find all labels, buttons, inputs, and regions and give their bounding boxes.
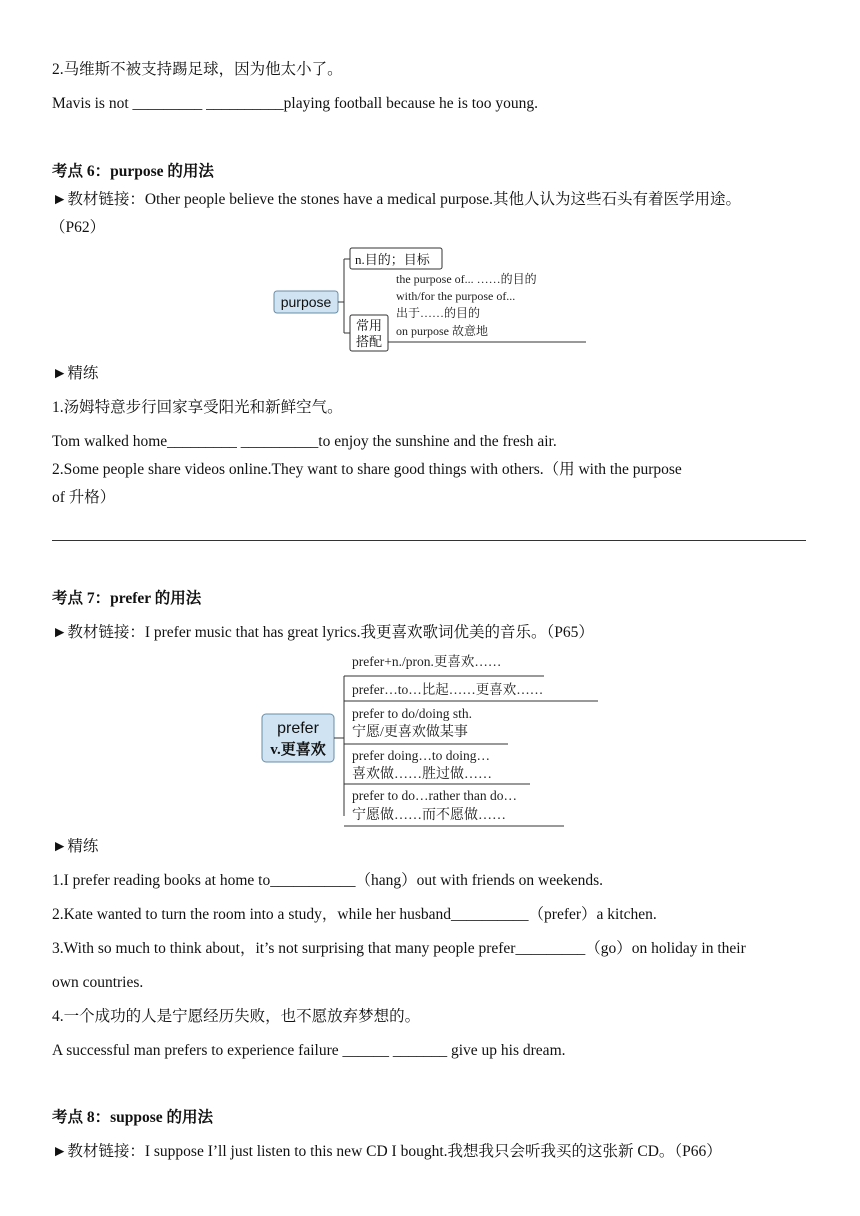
purpose-item-3: 出于……的目的 <box>396 306 481 320</box>
section7-p4-english: A successful man prefers to experience failure ______ _______ give up his dream. <box>52 1042 566 1059</box>
svg-text:常用: 常用 <box>355 318 383 333</box>
section8-heading: 考点 8：suppose 的用法 <box>52 1109 214 1126</box>
section7-p3-line2: own countries. <box>52 974 144 991</box>
prefer-item-2: prefer…to…比起……更喜欢…… <box>352 682 544 697</box>
q2-english: Mavis is not _________ __________playing football because he is too young. <box>52 95 539 112</box>
prefer-center-meaning: v.更喜欢 <box>270 742 326 758</box>
answer-line <box>52 540 806 541</box>
svg-text:喜欢做……胜过做……: 喜欢做……胜过做…… <box>352 767 492 782</box>
section8-textbook-link: ►教材链接：I suppose I’ll just listen to this new CD I bought.我想我只会听我买的这张新 CD。（P66） <box>52 1143 722 1160</box>
purpose-center-label: purpose <box>280 294 332 310</box>
prefer-item-5: prefer to do…rather than do… <box>352 788 517 803</box>
section7-p2: 2.Kate wanted to turn the room into a study，while her husband__________（prefer）a kitchen. <box>52 906 657 923</box>
section6-page-ref: （P62） <box>50 219 106 236</box>
svg-text:搭配: 搭配 <box>355 334 383 349</box>
section7-p3-line1: 3.With so much to think about，it’s not surprising that many people prefer_________（go）on holiday in their <box>52 940 746 957</box>
prefer-item-3: prefer to do/doing sth. <box>352 706 472 721</box>
section6-heading: 考点 6：purpose 的用法 <box>52 163 214 180</box>
section7-heading: 考点 7：prefer 的用法 <box>52 590 202 607</box>
section7-practice-label: ►精练 <box>52 838 99 855</box>
section7-textbook-link: ►教材链接：I prefer music that has great lyrics.我更喜欢歌词优美的音乐。（P65） <box>52 624 594 641</box>
purpose-noun-label: n.目的；目标 <box>355 252 430 267</box>
prefer-mind-map <box>258 648 608 828</box>
purpose-item-2: with/for the purpose of... <box>396 289 516 303</box>
section6-textbook-link: ►教材链接：Other people believe the stones have a medical purpose.其他人认为这些石头有着医学用途。 <box>52 191 742 208</box>
q2-chinese: 2.马维斯不被支持踢足球，因为他太小了。 <box>52 61 343 78</box>
section6-p2-line1: 2.Some people share videos online.They want to share good things with others.（用 with the purpose <box>52 461 682 478</box>
purpose-mind-map <box>270 245 590 355</box>
section6-p2-line2: of 升格） <box>52 489 116 506</box>
svg-text:宁愿/更喜欢做某事: 宁愿/更喜欢做某事 <box>352 725 468 740</box>
section6-p1-chinese: 1.汤姆特意步行回家享受阳光和新鲜空气。 <box>52 399 343 416</box>
section6-p1-english: Tom walked home_________ __________to enjoy the sunshine and the fresh air. <box>52 433 557 450</box>
purpose-item-4: on purpose 故意地 <box>396 324 488 338</box>
prefer-item-4: prefer doing…to doing… <box>352 748 490 763</box>
svg-text:宁愿做……而不愿做……: 宁愿做……而不愿做…… <box>352 808 506 823</box>
purpose-item-1: the purpose of... ……的目的 <box>396 272 537 286</box>
section7-p1: 1.I prefer reading books at home to___________（hang）out with friends on weekends. <box>52 872 603 889</box>
prefer-center-word: prefer <box>277 720 319 737</box>
section7-p4-chinese: 4.一个成功的人是宁愿经历失败，也不愿放弃梦想的。 <box>52 1008 421 1025</box>
prefer-item-1: prefer+n./pron.更喜欢…… <box>352 654 502 669</box>
section6-practice-label: ►精练 <box>52 365 99 382</box>
